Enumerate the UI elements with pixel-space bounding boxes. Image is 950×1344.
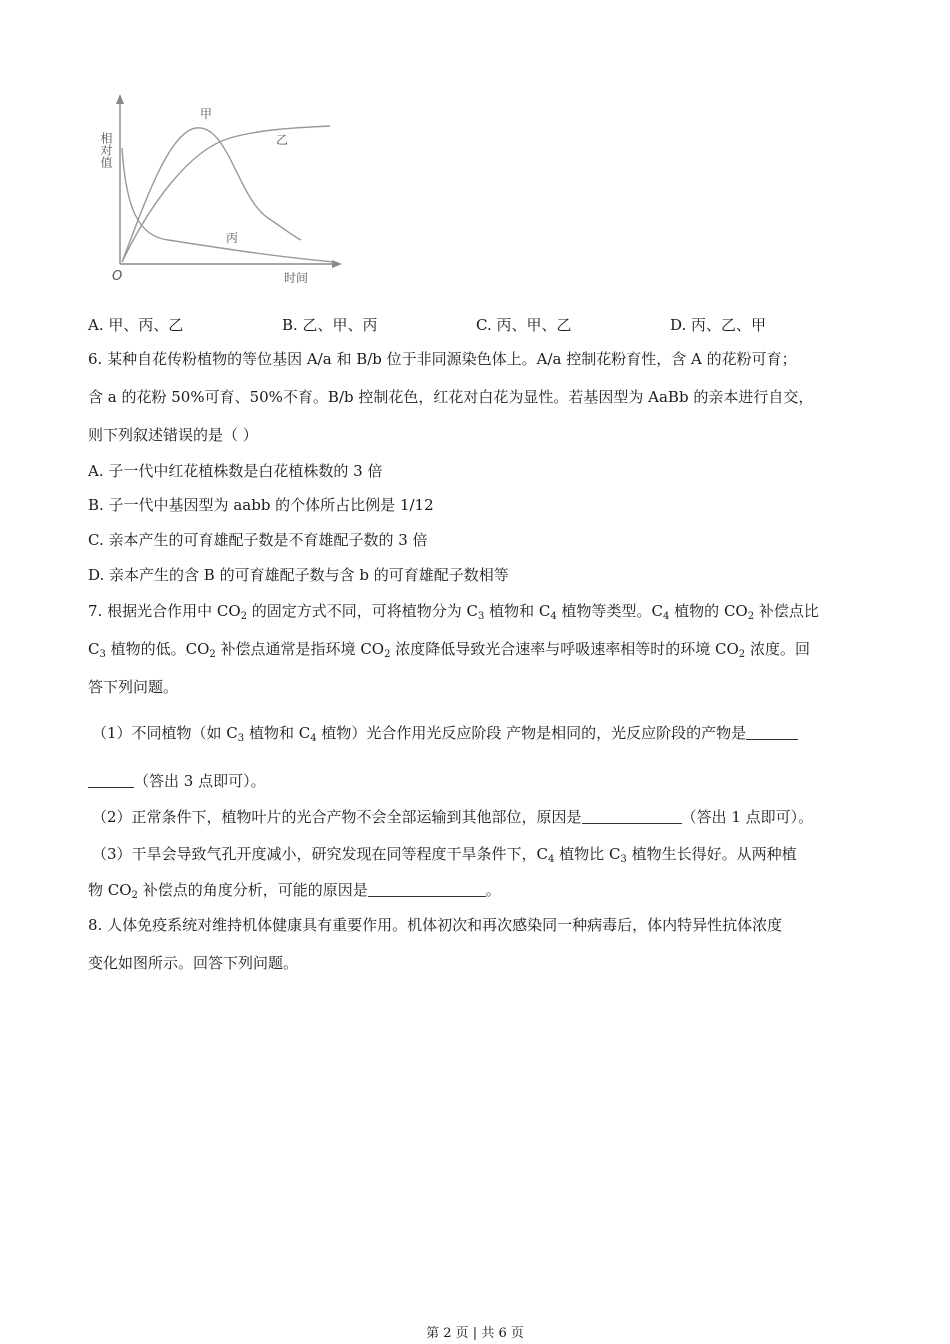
q5-option-c: C. 丙、甲、乙 — [476, 316, 572, 334]
q5-option-d: D. 丙、乙、甲 — [670, 316, 767, 334]
q6-option-a: A. 子一代中红花植株数是白花植株数的 3 倍 — [88, 462, 383, 480]
answer-blank-1a[interactable] — [746, 723, 798, 740]
x-axis-arrow — [332, 260, 342, 268]
q6-stem-line-3: 则下列叙述错误的是（ ） — [88, 426, 258, 444]
curve-label-yi: 乙 — [276, 133, 289, 147]
q5-option-b: B. 乙、甲、丙 — [282, 316, 378, 334]
q6-option-d: D. 亲本产生的含 B 的可育雄配子数与含 b 的可育雄配子数相等 — [88, 566, 509, 584]
y-axis-label: 相对值 — [99, 132, 113, 168]
q6-stem-line-2: 含 a 的花粉 50%可育、50%不育。B/b 控制花色，红花对白花为显性。若基因型为 AaBb 的亲本进行自交， — [88, 388, 814, 406]
curve-label-bing: 丙 — [226, 231, 239, 245]
curve-label-jia: 甲 — [200, 107, 213, 121]
q7-stem-line-3: 答下列问题。 — [88, 678, 179, 696]
q7-stem-line-1: 7. 根据光合作用中 $CO_2$ 的固定方式不同，可将植物分为 $C_3$ 植物和 $C_4$ 植物等类型。$C_4$ 植物的 $CO_2$ 补偿点比 — [88, 602, 819, 622]
page-footer: 第 2 页 | 共 6 页 — [426, 1326, 524, 1341]
answer-blank-2[interactable] — [582, 807, 682, 824]
relative-value-time-graph — [98, 88, 344, 288]
q8-stem-line-2: 变化如图所示。回答下列问题。 — [88, 954, 299, 972]
q6-option-c: C. 亲本产生的可育雄配子数是不育雄配子数的 3 倍 — [88, 531, 428, 549]
q7-part-1: （1）不同植物（如 $C_3$ 植物和 $C_4$ 植物）光合作用光反应阶段 产物是相同的，光反应阶段的产物是 — [92, 722, 798, 744]
q7-part-3-cont: 物 $CO_2$ 补偿点的角度分析，可能的原因是 。 — [88, 881, 501, 901]
q7-stem-line-2: $C_3$ 植物的低。$CO_2$ 补偿点通常是指环境 $CO_2$ 浓度降低导致光合速率与呼吸速率相等时的环境 $CO_2$ 浓度。回 — [88, 640, 810, 660]
answer-blank-1b[interactable] — [88, 771, 134, 788]
q7-part-2: （2）正常条件下，植物叶片的光合产物不会全部运输到其他部位，原因是 （答出 1 点即可）。 — [92, 808, 814, 826]
y-axis-arrow — [116, 94, 124, 104]
curve-jia — [122, 128, 301, 262]
origin-label: O — [112, 269, 123, 284]
answer-blank-3[interactable] — [368, 880, 486, 897]
q6-option-b: B. 子一代中基因型为 aabb 的个体所占比例是 1/12 — [88, 496, 434, 514]
x-axis-label: 时间 — [284, 271, 309, 285]
q8-stem-line-1: 8. 人体免疫系统对维持机体健康具有重要作用。机体初次和再次感染同一种病毒后，体内特异性抗体浓度 — [88, 916, 783, 934]
q5-option-a: A. 甲、丙、乙 — [88, 316, 184, 334]
q7-part-3: （3）干旱会导致气孔开度减小，研究发现在同等程度干旱条件下，$C_4$ 植物比 $C_3$ 植物生长得好。从两种植 — [92, 845, 797, 865]
q7-part-1-cont: （答出 3 点即可）。 — [88, 770, 266, 792]
q6-stem-line-1: 6. 某种自花传粉植物的等位基因 A/a 和 B/b 位于非同源染色体上。A/a 控制花粉育性，含 A 的花粉可育； — [88, 350, 797, 368]
